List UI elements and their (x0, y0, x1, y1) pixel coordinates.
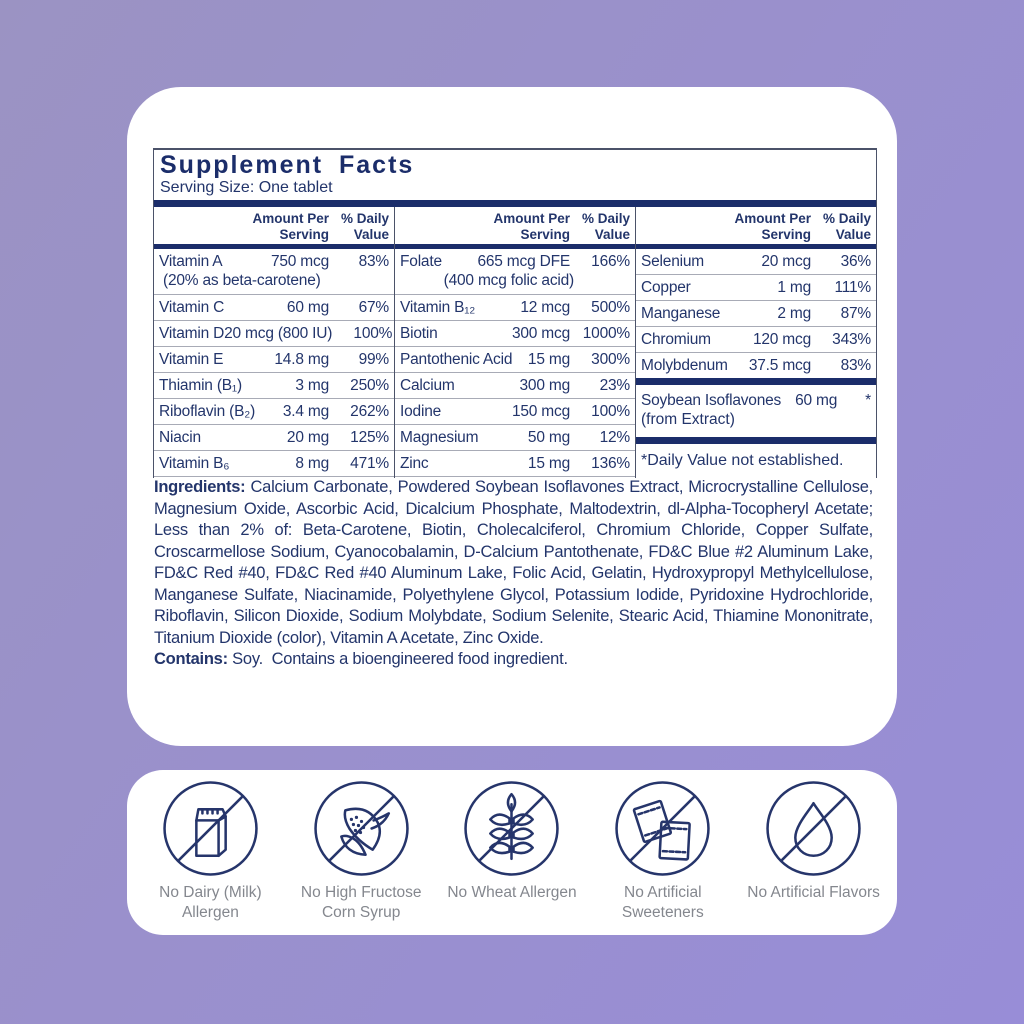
nutrient-daily-value: 125% (350, 429, 389, 447)
nutrient-name: Vitamin A (159, 253, 223, 271)
ingredients-paragraph (154, 477, 873, 649)
claims-badges-bar (127, 770, 897, 935)
nutrient-daily-value: 87% (840, 305, 871, 323)
facts-column-3 (635, 207, 876, 478)
nutrient-daily-value: 12% (599, 429, 630, 447)
nutrient-row (636, 327, 876, 353)
no-dairy-icon (160, 778, 261, 879)
contains-text: Soy. Contains a bioengineered food ingredient. (227, 650, 568, 668)
nutrient-name: Pantothenic Acid (400, 351, 513, 369)
nutrient-daily-value: 36% (840, 253, 871, 271)
badge-label: No High Fructose Corn Syrup (300, 884, 422, 921)
divider-bar (154, 200, 876, 207)
nutrient-note: (20% as beta-carotene) (163, 272, 321, 290)
nutrient-row (154, 399, 394, 425)
no-artificial-flavors-icon (763, 778, 864, 879)
badge-no-wheat (437, 778, 588, 935)
nutrient-amount: 20 mcg (761, 253, 811, 271)
facts-column-2 (394, 207, 635, 478)
nutrient-daily-value: 67% (358, 299, 389, 317)
nutrient-daily-value: 343% (832, 331, 871, 349)
supplement-facts-panel (153, 148, 877, 478)
daily-value-footnote: *Daily Value not established. (641, 452, 844, 470)
nutrient-amount: 60 mg (286, 299, 329, 317)
column-header (154, 207, 394, 244)
nutrient-daily-value: 471% (350, 455, 389, 473)
nutrient-daily-value: 99% (358, 351, 389, 369)
nutrient-name: Selenium (641, 253, 705, 271)
nutrient-row (154, 425, 394, 451)
nutrient-amount: 37.5 mcg (748, 357, 811, 375)
amount-per-serving-header: Amount Per Serving (493, 211, 570, 242)
nutrient-row (154, 321, 394, 347)
amount-per-serving-header: Amount Per Serving (252, 211, 329, 242)
column-header (636, 207, 876, 244)
facts-header-area (154, 150, 876, 200)
nutrient-row (636, 275, 876, 301)
nutrient-row (395, 347, 635, 373)
nutrient-daily-value: 23% (599, 377, 630, 395)
nutrient-row (395, 321, 635, 347)
nutrient-name: Calcium (400, 377, 455, 395)
nutrient-amount: 20 mcg (800 IU) (224, 325, 333, 343)
nutrient-daily-value: 500% (591, 299, 630, 317)
ingredients-text: Calcium Carbonate, Powdered Soybean Isoflavones Extract, Microcrystalline Cellulose, Magnesium Oxide, Ascorbic Acid, Dicalcium Phosphate, Maltodextrin, dl-Alpha-Tocopheryl Acetate; Less than 2% of: Beta-Carotene, Biotin, Cholecalciferol, Chromium Chloride, Copper Sulfate, Croscarmellose Sodium, Cyanocobalamin, D-Calcium Pantothenate, FD&C Blue #2 Aluminum Lake, FD&C Red #40, FD&C Red #40 Aluminum Lake, Folic Acid, Gelatin, Hydroxypropyl Methylcellulose, Manganese Sulfate, Niacinamide, Polyethylene Glycol, Potassium Iodide, Pyridoxine Hydrochloride, Riboflavin, Silicon Dioxide, Sodium Molybdate, Sodium Selenite, Stearic Acid, Thiamine Mononitrate, Titanium Dioxide (color), Vitamin A Acetate, Zinc Oxide. (154, 478, 873, 647)
label-card (127, 87, 897, 746)
nutrient-amount: 20 mg (286, 429, 329, 447)
nutrient-amount: 665 mcg DFE (477, 253, 570, 271)
nutrient-row (395, 373, 635, 399)
nutrient-row (154, 347, 394, 373)
nutrient-daily-value: 300% (591, 351, 630, 369)
nutrient-name: Thiamin (B₁) (159, 377, 242, 395)
nutrient-name: Biotin (400, 325, 438, 343)
nutrient-daily-value: 136% (591, 455, 630, 473)
nutrient-amount: 2 mg (777, 305, 811, 323)
badge-no-artificial-sweeteners (587, 778, 738, 935)
daily-value-header: % Daily Value (581, 211, 630, 242)
nutrient-row (154, 373, 394, 399)
nutrient-amount: 15 mg (527, 455, 570, 473)
nutrient-amount: 50 mg (527, 429, 570, 447)
facts-columns (154, 207, 876, 478)
nutrient-amount: 8 mg (295, 455, 329, 473)
nutrient-daily-value: 100% (591, 403, 630, 421)
badge-no-high-fructose-corn-syrup (286, 778, 437, 935)
badge-label: No Artificial Flavors (747, 884, 880, 901)
nutrient-amount: 150 mcg (511, 403, 570, 421)
nutrient-name: Molybdenum (641, 357, 728, 375)
no-artificial-sweeteners-icon (612, 778, 713, 879)
nutrient-row (154, 249, 394, 295)
nutrient-name: Niacin (159, 429, 201, 447)
nutrient-name: Iodine (400, 403, 442, 421)
no-daily-value-asterisk: * (865, 392, 871, 410)
nutrient-daily-value: 262% (350, 403, 389, 421)
divider-bar (636, 378, 876, 385)
nutrient-name: Vitamin C (159, 299, 225, 317)
nutrient-amount: 300 mg (519, 377, 570, 395)
serving-size: Serving Size: One tablet (160, 179, 333, 197)
nutrient-name: Magnesium (400, 429, 479, 447)
badge-label: No Artificial Sweeteners (621, 884, 704, 921)
nutrient-name: Manganese (641, 305, 721, 323)
badge-label: No Wheat Allergen (447, 884, 577, 901)
no-wheat-icon (461, 778, 562, 879)
nutrient-amount: 60 mg (795, 392, 838, 410)
daily-value-header: % Daily Value (822, 211, 871, 242)
nutrient-daily-value: 83% (358, 253, 389, 271)
nutrient-name: Copper (641, 279, 691, 297)
nutrient-amount: 3 mg (295, 377, 329, 395)
nutrient-row (395, 451, 635, 477)
nutrient-row (395, 399, 635, 425)
nutrient-row (636, 249, 876, 275)
badge-label: No Dairy (Milk) Allergen (159, 884, 262, 921)
nutrient-row (395, 249, 635, 295)
nutrient-amount: 1 mg (777, 279, 811, 297)
nutrient-name: Vitamin D (159, 325, 225, 343)
contains-label: Contains: (154, 650, 228, 668)
nutrient-amount: 120 mcg (752, 331, 811, 349)
ingredients-label: Ingredients: (154, 478, 246, 496)
nutrient-note: (400 mcg folic acid) (443, 272, 574, 290)
amount-per-serving-header: Amount Per Serving (734, 211, 811, 242)
nutrient-daily-value: 83% (840, 357, 871, 375)
daily-value-header: % Daily Value (340, 211, 389, 242)
nutrient-row (395, 425, 635, 451)
nutrient-name: Soybean Isoflavones (641, 392, 782, 410)
nutrient-row (636, 301, 876, 327)
nutrient-amount: 14.8 mg (274, 351, 329, 369)
nutrient-daily-value: 111% (834, 279, 871, 297)
nutrient-name: Vitamin E (159, 351, 224, 369)
ingredients-section (154, 477, 873, 671)
badge-no-dairy (135, 778, 286, 935)
nutrient-amount: 3.4 mg (282, 403, 329, 421)
supplement-facts-title: Supplement Facts (160, 151, 415, 179)
nutrient-amount: 750 mcg (270, 253, 329, 271)
nutrient-row (636, 353, 876, 378)
contains-statement (154, 649, 873, 671)
soybean-isoflavones-row (636, 385, 876, 410)
nutrient-daily-value: 1000% (582, 325, 630, 343)
column-header (395, 207, 635, 244)
nutrient-name: Folate (400, 253, 442, 271)
nutrient-daily-value: 166% (591, 253, 630, 271)
nutrient-amount: 15 mg (527, 351, 570, 369)
nutrient-name: Riboflavin (B₂) (159, 403, 256, 421)
nutrient-row (154, 295, 394, 321)
facts-column-1 (154, 207, 394, 478)
nutrient-name: Vitamin B₆ (159, 455, 230, 473)
nutrient-amount: 12 mcg (520, 299, 570, 317)
nutrient-daily-value: 100% (353, 325, 393, 343)
nutrient-amount: 300 mcg (511, 325, 570, 343)
nutrient-daily-value: 250% (350, 377, 389, 395)
nutrient-note: (from Extract) (641, 411, 735, 429)
nutrient-name: Vitamin B₁₂ (400, 299, 476, 317)
nutrient-row (154, 451, 394, 477)
badge-no-artificial-flavors (738, 778, 889, 935)
no-high-fructose-corn-syrup-icon (311, 778, 412, 879)
divider-bar (636, 437, 876, 444)
nutrient-name: Zinc (400, 455, 429, 473)
nutrient-name: Chromium (641, 331, 711, 349)
nutrient-row (395, 295, 635, 321)
